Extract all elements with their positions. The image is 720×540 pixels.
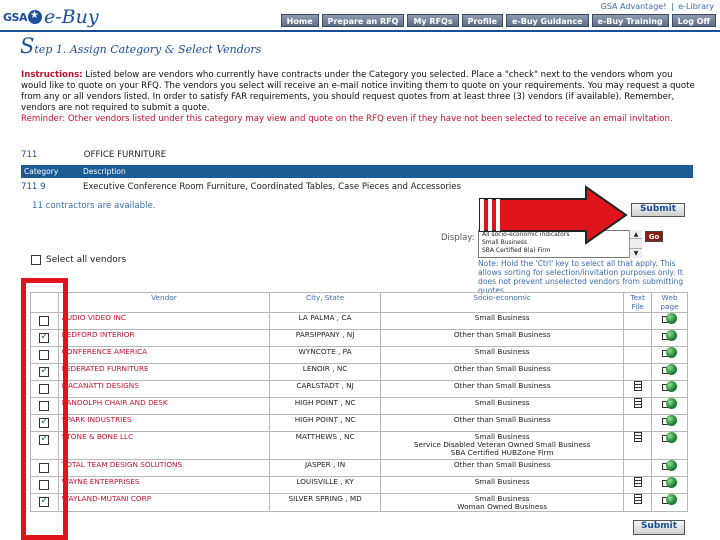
vendor-socio-economic: Other than Small Business [381, 415, 624, 432]
reminder-text: Reminder: Other vendors listed under this category may view and quote on the RFQ even if they have not been selected to receive an email invitation. [21, 114, 673, 124]
vendor-city-state: HIGH POINT , NC [270, 398, 381, 415]
vendor-socio-economic: Small Business [381, 313, 624, 330]
category-row-description: Executive Conference Room Furniture, Coordinated Tables, Case Pieces and Accessories [83, 182, 462, 192]
text-file-icon[interactable] [634, 432, 642, 442]
col-category: Category [24, 167, 59, 176]
web-page-cell [652, 313, 688, 330]
category-row-code[interactable]: 711 9 [21, 182, 46, 192]
submit-button-top[interactable]: Submit [631, 203, 685, 217]
category-name: OFFICE FURNITURE [83, 150, 167, 160]
web-page-globe-icon[interactable] [662, 432, 678, 443]
vendor-city-state: LA PALMA , CA [270, 313, 381, 330]
col-city-state[interactable]: City, State [270, 293, 381, 313]
vendor-name[interactable]: WAYNE ENTERPRISES [58, 477, 269, 494]
text-file-icon[interactable] [634, 477, 642, 487]
web-page-globe-icon[interactable] [662, 398, 678, 409]
col-web-page: Web page [652, 293, 688, 313]
web-page-cell [652, 364, 688, 381]
vendor-socio-economic: Other than Small Business [381, 364, 624, 381]
vendor-city-state: MATTHEWS , NC [270, 432, 381, 460]
web-page-globe-icon[interactable] [662, 364, 678, 375]
instructions-label: Instructions: [21, 70, 83, 80]
filter-option[interactable]: All socio-economic indicators [482, 231, 570, 238]
text-file-cell [624, 432, 652, 460]
nav-log-off[interactable]: Log Off [672, 14, 716, 27]
category-header [21, 150, 693, 160]
vendor-name[interactable]: BEDFORD INTERIOR [58, 330, 269, 347]
table-row [31, 494, 688, 512]
vendor-city-state: PARSIPPANY , NJ [270, 330, 381, 347]
vendor-socio-economic: Other than Small Business [381, 460, 624, 477]
vendor-name[interactable]: AUDIO VIDEO INC [58, 313, 269, 330]
vendor-city-state: LOUISVILLE , KY [270, 477, 381, 494]
table-row [31, 364, 688, 381]
select-all-label: Select all vendors [46, 255, 127, 265]
web-page-cell [652, 432, 688, 460]
text-file-cell [624, 313, 652, 330]
vendor-city-state: WYNCOTE , PA [270, 347, 381, 364]
vendor-city-state: LENOIR , NC [270, 364, 381, 381]
text-file-icon[interactable] [634, 398, 642, 408]
vendor-socio-economic: Small Business [381, 398, 624, 415]
filter-option[interactable]: Small Business [482, 239, 528, 246]
logo-ebuy-text: e-Buy [43, 6, 99, 28]
text-file-cell [624, 415, 652, 432]
table-row [31, 415, 688, 432]
web-page-cell [652, 415, 688, 432]
vendor-name[interactable]: WAYLAND-MUTANI CORP [58, 494, 269, 512]
instructions [21, 70, 696, 125]
filter-note: Note: Hold the 'Ctrl' key to select all that apply. This allows sorting for selection/invitation purposes only. It does not prevent unselected vendors from submitting quotes. [478, 259, 684, 295]
web-page-cell [652, 494, 688, 512]
vendor-socio-economic: Other than Small Business [381, 330, 624, 347]
text-file-cell [624, 477, 652, 494]
table-row [31, 381, 688, 398]
contractors-count: 11 contractors are available. [32, 201, 156, 211]
vendor-socio-economic: Other than Small Business [381, 381, 624, 398]
vendor-name[interactable]: CONFERENCE AMERICA [58, 347, 269, 364]
vendor-name[interactable]: RANDOLPH CHAIR AND DESK [58, 398, 269, 415]
category-table-header [21, 165, 693, 178]
web-page-globe-icon[interactable] [662, 494, 678, 505]
category-code: 711 [21, 150, 38, 160]
arrow-to-submit-icon [476, 185, 632, 247]
text-file-cell [624, 494, 652, 512]
nav-my-rfqs[interactable]: My RFQs [407, 14, 458, 27]
web-page-cell [652, 330, 688, 347]
col-description: Description [83, 167, 126, 176]
web-page-cell [652, 398, 688, 415]
web-page-globe-icon[interactable] [662, 330, 678, 341]
vendor-socio-economic: Small Business Service Disabled Veteran Owned Small Business SBA Certified HUBZone Firm [381, 432, 624, 460]
page-title-text: tep 1. Assign Category & Select Vendors [34, 43, 262, 56]
vendor-name[interactable]: SPARK INDUSTRIES [58, 415, 269, 432]
text-file-cell [624, 364, 652, 381]
table-row [31, 347, 688, 364]
text-file-cell [624, 330, 652, 347]
vendor-socio-economic: Small Business [381, 477, 624, 494]
text-file-icon[interactable] [634, 494, 642, 504]
table-row [31, 460, 688, 477]
vendor-name[interactable]: STONE & BONE LLC [58, 432, 269, 460]
vendor-table [30, 292, 688, 512]
web-page-cell [652, 477, 688, 494]
top-links [599, 2, 714, 11]
vendor-socio-economic: Small Business [381, 347, 624, 364]
web-page-cell [652, 381, 688, 398]
nav-home[interactable]: Home [281, 14, 319, 27]
scroll-down-icon[interactable]: ▼ [630, 248, 642, 257]
display-label: Display: [441, 233, 475, 243]
checkbox-highlight-box [21, 278, 68, 540]
gsa-ebuy-logo[interactable] [3, 5, 99, 29]
web-page-cell [652, 347, 688, 364]
vendor-name[interactable]: FEDERATED FURNITURE [58, 364, 269, 381]
link-gsa-advantage[interactable]: GSA Advantage! [600, 2, 667, 11]
instructions-text: Listed below are vendors who currently have contracts under the Category you selected. Place a "check" next to the vendors whom you would like to quote on your RFQ. The vendors you select will receive an e-mail notice inviting them to quote on your requirements. You may request a quote from any or all vendors listed. In order to satisfy FAR requirements, you should request quotes from at least three (3) vendors (if available). Remember, vendors are not required to submit a quote. [21, 70, 695, 113]
main-nav [281, 14, 716, 27]
vendor-city-state: CARLSTADT , NJ [270, 381, 381, 398]
text-file-cell [624, 381, 652, 398]
select-all-checkbox[interactable] [31, 255, 41, 265]
nav-ebuy-training[interactable]: e-Buy Training [592, 14, 669, 27]
text-file-cell [624, 460, 652, 477]
text-file-cell [624, 398, 652, 415]
vendor-city-state: JASPER , IN [270, 460, 381, 477]
text-file-cell [624, 347, 652, 364]
col-text-file: Text File [624, 293, 652, 313]
header-divider [0, 30, 720, 32]
select-all-vendors[interactable] [31, 255, 126, 265]
table-row [31, 398, 688, 415]
nav-ebuy-guidance[interactable]: e-Buy Guidance [506, 14, 589, 27]
filter-option[interactable]: SBA Certified 8(a) Firm [482, 247, 551, 254]
page-title [20, 34, 261, 58]
link-e-library[interactable]: e-Library [678, 2, 714, 11]
vendor-city-state: SILVER SPRING , MD [270, 494, 381, 512]
col-vendor[interactable]: Vendor [58, 293, 269, 313]
logo-gsa-text: GSA [3, 10, 27, 24]
web-page-globe-icon[interactable] [662, 477, 678, 488]
page-title-initial: S [20, 34, 35, 58]
top-links-separator: | [670, 2, 674, 11]
vendor-name[interactable]: TOTAL TEAM DESIGN SOLUTIONS [58, 460, 269, 477]
submit-button-bottom[interactable]: Submit [633, 520, 685, 535]
web-page-globe-icon[interactable] [662, 460, 678, 471]
nav-prepare-rfq[interactable]: Prepare an RFQ [322, 14, 405, 27]
nav-profile[interactable]: Profile [462, 14, 503, 27]
web-page-globe-icon[interactable] [662, 313, 678, 324]
scroll-up-icon[interactable]: ▲ [630, 230, 642, 239]
table-row [31, 313, 688, 330]
table-row [31, 330, 688, 347]
vendor-name[interactable]: MACANATTI DESIGNS [58, 381, 269, 398]
text-file-icon[interactable] [634, 381, 642, 391]
col-socio-economic[interactable]: Socio-economic [381, 293, 624, 313]
web-page-globe-icon[interactable] [662, 381, 678, 392]
web-page-globe-icon[interactable] [662, 415, 678, 426]
go-button[interactable]: Go [645, 231, 663, 242]
web-page-cell [652, 460, 688, 477]
vendor-socio-economic: Small Business Woman Owned Business [381, 494, 624, 512]
gsa-star-icon [28, 10, 42, 24]
vendor-city-state: HIGH POINT , NC [270, 415, 381, 432]
table-row [31, 432, 688, 460]
web-page-globe-icon[interactable] [662, 347, 678, 358]
table-row [31, 477, 688, 494]
